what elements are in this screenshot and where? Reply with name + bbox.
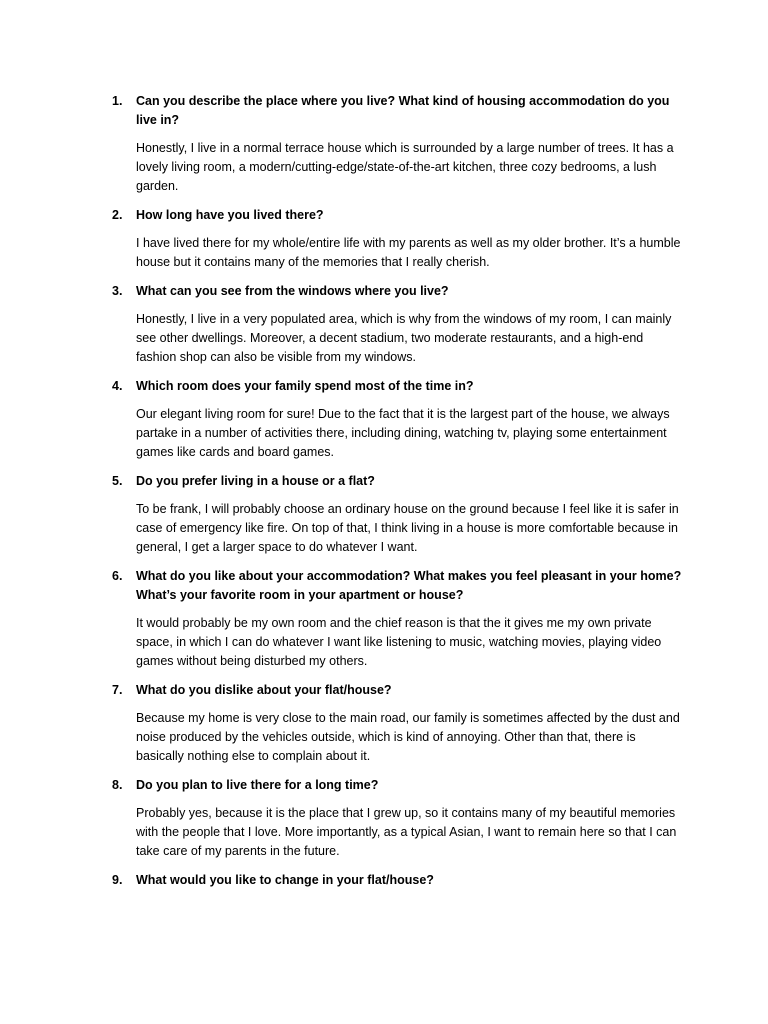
list-item (112, 206, 682, 272)
answer-text: Probably yes, because it is the place that I grew up, so it contains many of my beautiful memories with the people that I love. More importantly, as a typical Asian, I want to remain here so that I can take care of my parents in the future. (136, 806, 677, 858)
question-text: What can you see from the windows where you live? (136, 284, 449, 298)
list-item (112, 472, 682, 557)
question-number: 4. (112, 379, 123, 393)
answer-text: To be frank, I will probably choose an ordinary house on the ground because I feel like it is safer in case of emergency like fire. On top of that, I think living in a house is more comfortable because in general, I get a larger space to do whatever I want. (136, 502, 679, 554)
question-number: 7. (112, 683, 123, 697)
question-text: Do you plan to live there for a long time? (136, 778, 379, 792)
list-item (112, 681, 682, 766)
list-item (112, 377, 682, 462)
question-number: 1. (112, 94, 123, 108)
list-item (112, 776, 682, 861)
question-text: Do you prefer living in a house or a flat? (136, 474, 375, 488)
answer-text: I have lived there for my whole/entire life with my parents as well as my older brother. It’s a humble house but it contains many of the memories that I really cherish. (136, 236, 681, 269)
list-item (112, 871, 682, 890)
question-text: How long have you lived there? (136, 208, 324, 222)
list-item (112, 567, 682, 671)
question-number: 5. (112, 474, 123, 488)
question-text: Can you describe the place where you live? What kind of housing accommodation do you live in? (136, 94, 670, 127)
question-number: 2. (112, 208, 123, 222)
question-list (112, 92, 682, 900)
question-text: What do you like about your accommodation? What makes you feel pleasant in your home? What’s your favorite room in your apartment or house? (136, 569, 682, 602)
question-text: What would you like to change in your flat/house? (136, 873, 434, 887)
answer-text: Because my home is very close to the main road, our family is sometimes affected by the dust and noise produced by the vehicles outside, which is kind of annoying. Other than that, there is basically nothing else to complain about it. (136, 711, 680, 763)
question-number: 3. (112, 284, 123, 298)
question-text: What do you dislike about your flat/house? (136, 683, 392, 697)
question-number: 8. (112, 778, 123, 792)
answer-text: It would probably be my own room and the chief reason is that the it gives me my own private space, in which I can do whatever I want like listening to music, watching movies, playing video games without being disturbed my others. (136, 616, 662, 668)
list-item (112, 282, 682, 367)
answer-text: Our elegant living room for sure! Due to the fact that it is the largest part of the house, we always partake in a number of activities there, including dining, watching tv, playing some entertainment games like cards and board games. (136, 407, 670, 459)
question-text: Which room does your family spend most of the time in? (136, 379, 474, 393)
answer-text: Honestly, I live in a normal terrace house which is surrounded by a large number of trees. It has a lovely living room, a modern/cutting-edge/state-of-the-art kitchen, three cozy bedrooms, a lush garden. (136, 141, 674, 193)
question-number: 9. (112, 873, 123, 887)
question-number: 6. (112, 569, 123, 583)
list-item (112, 92, 682, 196)
answer-text: Honestly, I live in a very populated area, which is why from the windows of my room, I can mainly see other dwellings. Moreover, a decent stadium, two moderate restaurants, and a high-end fashion shop can also be visible from my windows. (136, 312, 672, 364)
